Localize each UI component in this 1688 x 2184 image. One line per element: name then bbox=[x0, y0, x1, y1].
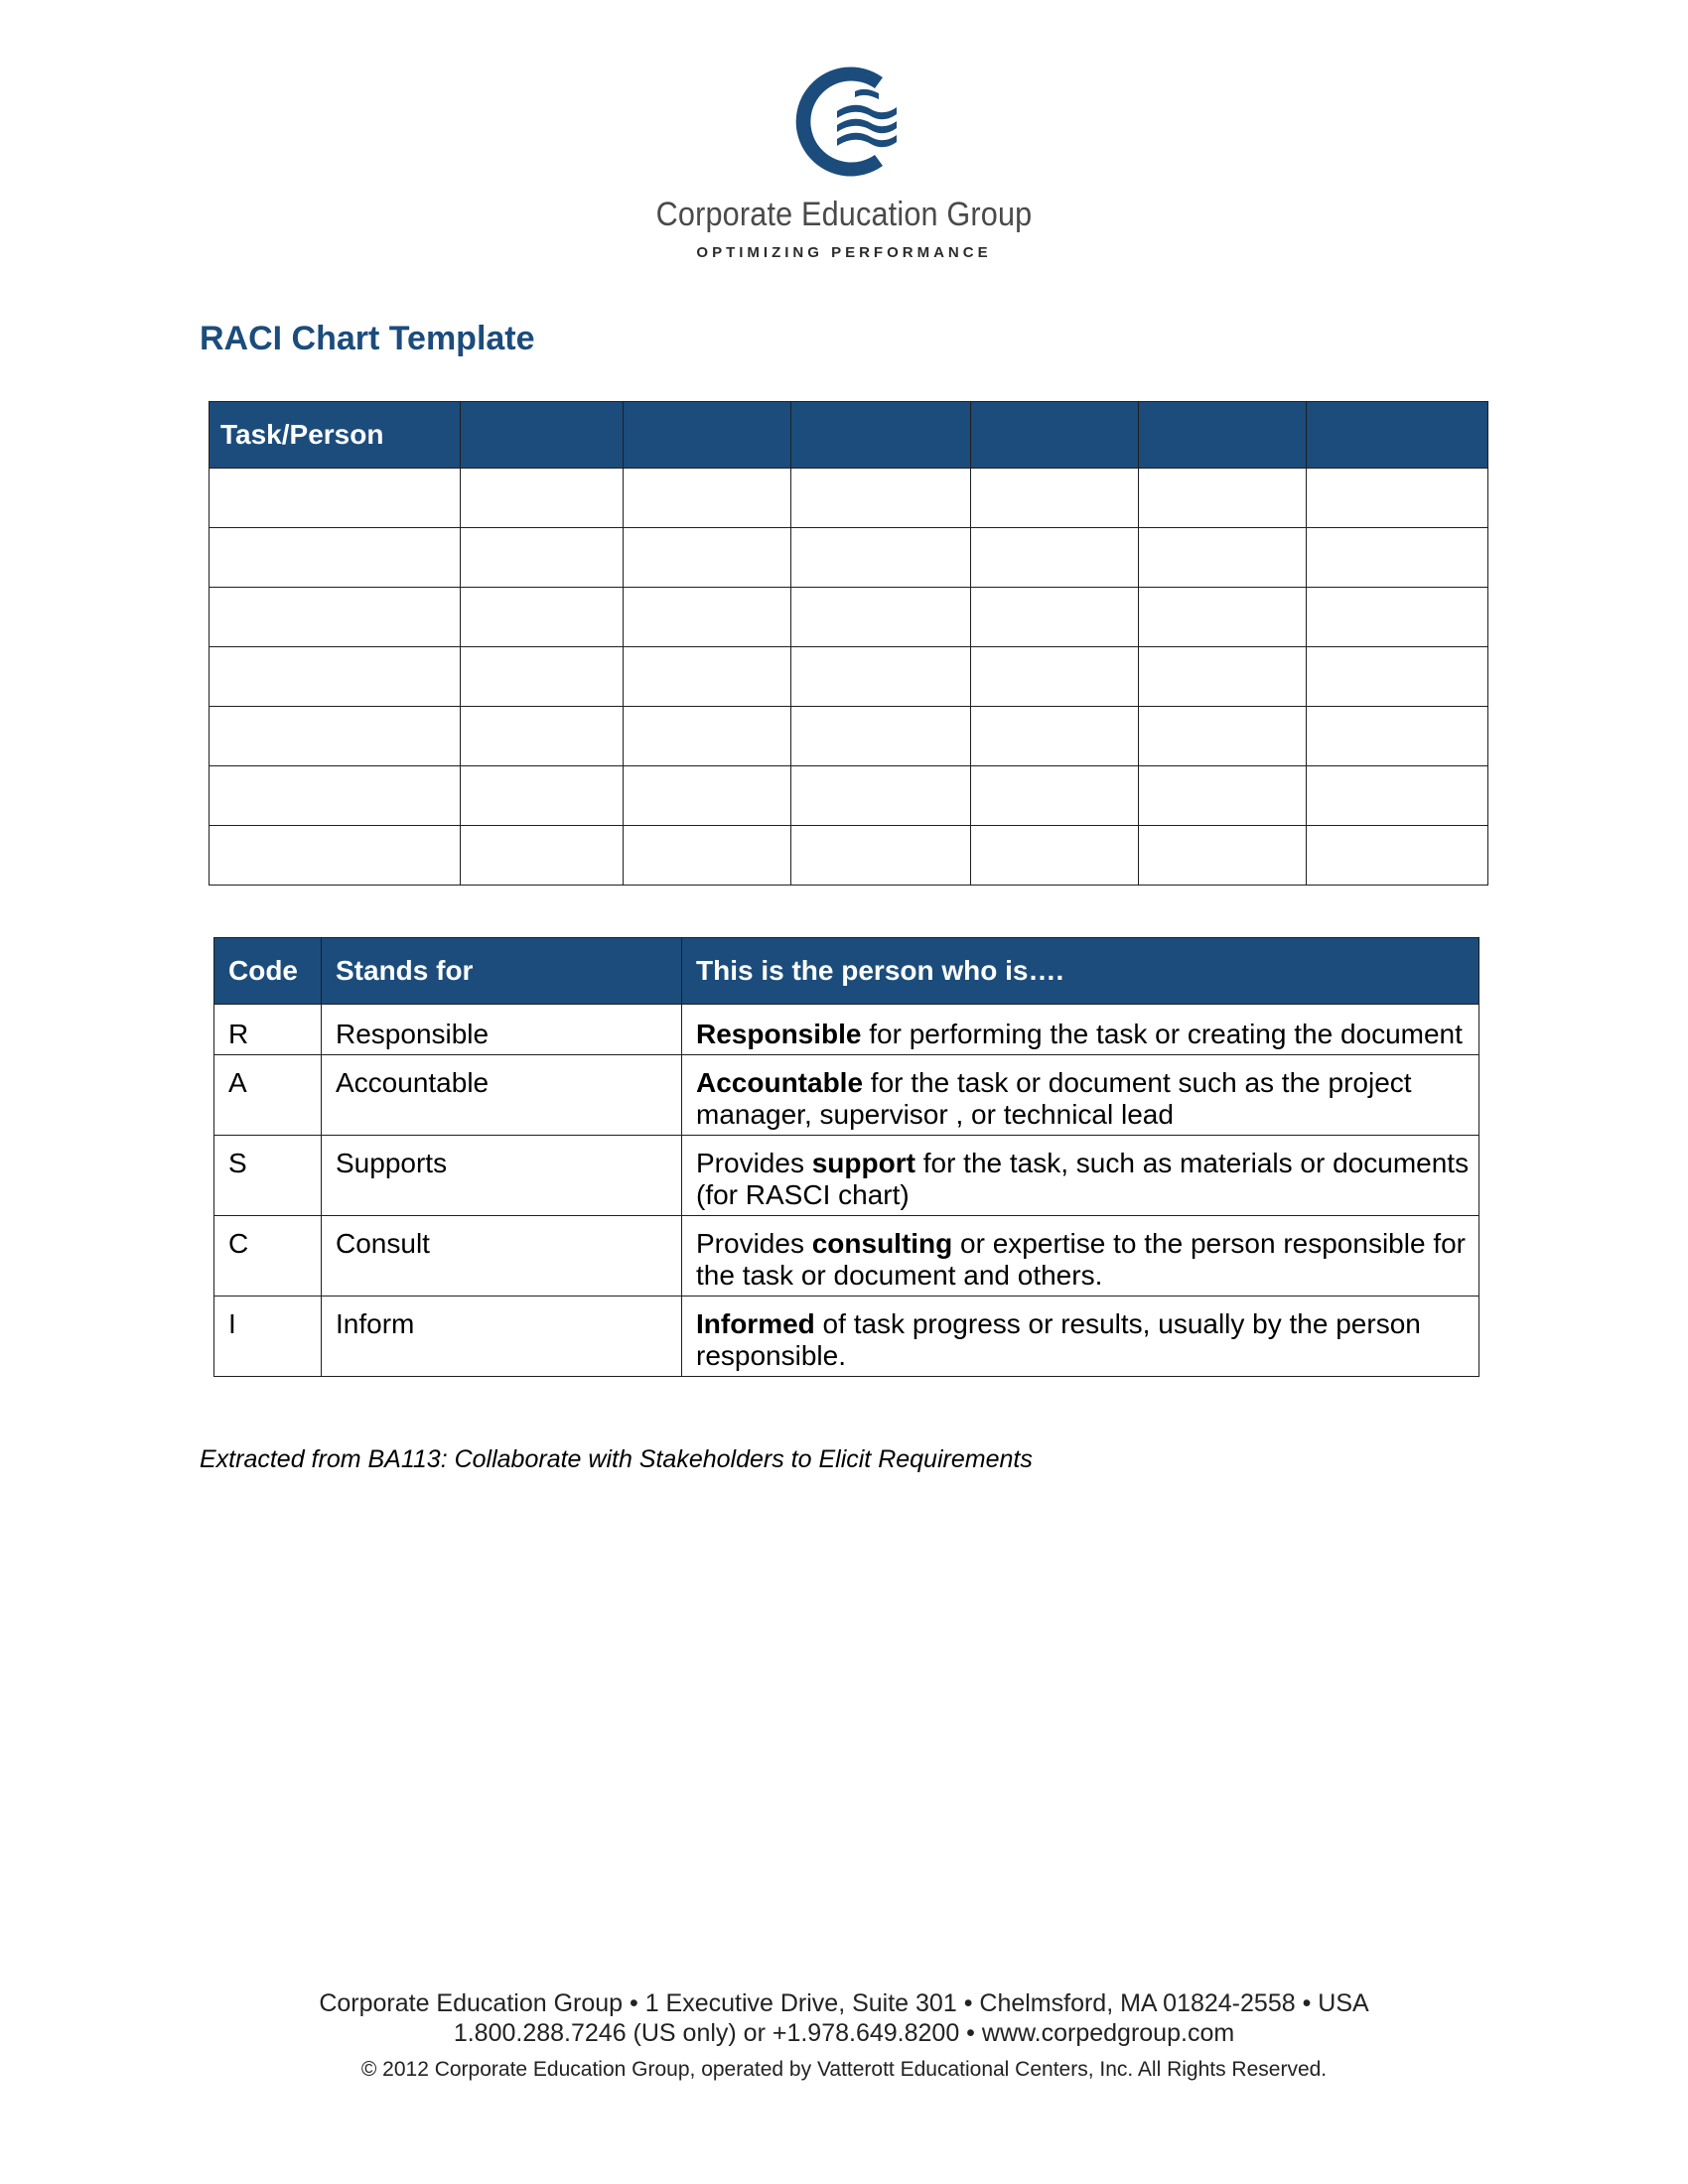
raci-grid-cell[interactable] bbox=[624, 766, 791, 826]
raci-grid-cell[interactable] bbox=[1139, 528, 1307, 588]
legend-row bbox=[214, 1297, 1479, 1377]
table-row bbox=[210, 528, 1488, 588]
raci-grid-cell[interactable] bbox=[791, 647, 971, 707]
raci-grid-cell[interactable] bbox=[791, 766, 971, 826]
raci-grid-cell[interactable] bbox=[461, 707, 624, 766]
raci-grid-cell[interactable] bbox=[791, 588, 971, 647]
raci-grid-header-cell bbox=[971, 402, 1139, 469]
raci-grid-cell[interactable] bbox=[210, 647, 461, 707]
raci-grid-cell[interactable] bbox=[1139, 647, 1307, 707]
legend-description-bold: Responsible bbox=[696, 1019, 862, 1049]
legend-header-stands-for: Stands for bbox=[322, 938, 682, 1005]
legend-description bbox=[682, 1297, 1479, 1377]
raci-grid-cell[interactable] bbox=[791, 469, 971, 528]
table-row bbox=[210, 588, 1488, 647]
legend-code: A bbox=[214, 1055, 322, 1136]
legend-description-pre: Provides bbox=[696, 1148, 812, 1178]
legend-header-row bbox=[214, 938, 1479, 1005]
legend-header-description: This is the person who is…. bbox=[682, 938, 1479, 1005]
raci-grid-cell[interactable] bbox=[971, 469, 1139, 528]
raci-grid-header-cell bbox=[1139, 402, 1307, 469]
legend-header-code: Code bbox=[214, 938, 322, 1005]
raci-grid-cell[interactable] bbox=[461, 588, 624, 647]
raci-grid-cell[interactable] bbox=[624, 469, 791, 528]
raci-grid-cell[interactable] bbox=[971, 826, 1139, 886]
footer-address: Corporate Education Group • 1 Executive Drive, Suite 301 • Chelmsford, MA 01824-2558 • USA bbox=[319, 1989, 1369, 2017]
raci-grid-cell[interactable] bbox=[791, 528, 971, 588]
raci-grid-header-cell bbox=[624, 402, 791, 469]
table-row bbox=[210, 469, 1488, 528]
raci-grid-cell[interactable] bbox=[1139, 826, 1307, 886]
raci-grid-header-cell bbox=[461, 402, 624, 469]
company-logo bbox=[0, 60, 1688, 261]
legend-description bbox=[682, 1005, 1479, 1055]
legend-stands-for: Supports bbox=[322, 1136, 682, 1216]
wave-c-logo-icon bbox=[779, 60, 909, 184]
raci-grid-header-cell bbox=[1307, 402, 1488, 469]
raci-grid-cell[interactable] bbox=[971, 588, 1139, 647]
footer-copyright: © 2012 Corporate Education Group, operated by Vatterott Educational Centers, Inc. All Rights Reserved. bbox=[360, 2058, 1328, 2081]
legend-description-post: for the task, such as materials or documents (for RASCI chart) bbox=[696, 1148, 1470, 1210]
logo-tagline: OPTIMIZING PERFORMANCE bbox=[696, 244, 992, 261]
raci-grid-cell[interactable] bbox=[210, 766, 461, 826]
raci-grid-cell[interactable] bbox=[461, 469, 624, 528]
legend-row bbox=[214, 1055, 1479, 1136]
table-row bbox=[210, 826, 1488, 886]
footer-contact: 1.800.288.7246 (US only) or +1.978.649.8200 • www.corpedgroup.com bbox=[453, 2019, 1235, 2047]
raci-grid-cell[interactable] bbox=[1139, 469, 1307, 528]
legend-code: C bbox=[214, 1216, 322, 1297]
raci-grid-cell[interactable] bbox=[1139, 766, 1307, 826]
legend-description-post: for the task or document such as the project manager, supervisor , or technical lead bbox=[696, 1067, 1412, 1130]
legend-description bbox=[682, 1136, 1479, 1216]
raci-grid-cell[interactable] bbox=[210, 528, 461, 588]
raci-grid-cell[interactable] bbox=[1307, 766, 1488, 826]
raci-grid-cell[interactable] bbox=[624, 707, 791, 766]
raci-grid-cell[interactable] bbox=[461, 647, 624, 707]
legend-code: R bbox=[214, 1005, 322, 1055]
legend-description-post: of task progress or results, usually by the person responsible. bbox=[696, 1308, 1421, 1371]
raci-grid-cell[interactable] bbox=[1139, 588, 1307, 647]
raci-grid-cell[interactable] bbox=[971, 528, 1139, 588]
legend-row bbox=[214, 1136, 1479, 1216]
raci-grid-table bbox=[209, 401, 1488, 886]
legend-description-post: or expertise to the person responsible for the task or document and others. bbox=[696, 1228, 1466, 1291]
raci-grid-header-row bbox=[210, 402, 1488, 469]
legend-row bbox=[214, 1216, 1479, 1297]
legend-description bbox=[682, 1216, 1479, 1297]
raci-grid-cell[interactable] bbox=[461, 528, 624, 588]
legend-stands-for: Responsible bbox=[322, 1005, 682, 1055]
raci-grid-cell[interactable] bbox=[210, 707, 461, 766]
raci-grid-header-cell bbox=[791, 402, 971, 469]
document-title: RACI Chart Template bbox=[200, 320, 535, 357]
legend-description-bold: support bbox=[811, 1148, 915, 1178]
raci-grid-cell[interactable] bbox=[624, 647, 791, 707]
raci-grid-cell[interactable] bbox=[1307, 528, 1488, 588]
legend-description-post: for performing the task or creating the document bbox=[861, 1019, 1463, 1049]
raci-grid-cell[interactable] bbox=[1307, 588, 1488, 647]
raci-legend-table bbox=[213, 937, 1479, 1377]
raci-grid-cell[interactable] bbox=[1307, 469, 1488, 528]
legend-description-bold: consulting bbox=[811, 1228, 953, 1259]
legend-stands-for: Accountable bbox=[322, 1055, 682, 1136]
raci-grid-cell[interactable] bbox=[624, 826, 791, 886]
table-row bbox=[210, 707, 1488, 766]
raci-grid-cell[interactable] bbox=[791, 826, 971, 886]
raci-grid-cell[interactable] bbox=[210, 469, 461, 528]
raci-grid-cell[interactable] bbox=[210, 826, 461, 886]
page-footer bbox=[0, 1988, 1688, 2082]
legend-description-bold: Informed bbox=[696, 1308, 815, 1339]
raci-grid-cell[interactable] bbox=[971, 647, 1139, 707]
table-row bbox=[210, 766, 1488, 826]
legend-description-bold: Accountable bbox=[696, 1067, 864, 1098]
legend-stands-for: Consult bbox=[322, 1216, 682, 1297]
legend-code: I bbox=[214, 1297, 322, 1377]
raci-grid-cell[interactable] bbox=[624, 588, 791, 647]
source-footnote: Extracted from BA113: Collaborate with Stakeholders to Elicit Requirements bbox=[200, 1445, 1033, 1473]
raci-grid-cell[interactable] bbox=[210, 588, 461, 647]
legend-stands-for: Inform bbox=[322, 1297, 682, 1377]
raci-grid-header-cell: Task/Person bbox=[210, 402, 461, 469]
raci-grid-cell[interactable] bbox=[1307, 707, 1488, 766]
legend-description-pre: Provides bbox=[696, 1228, 812, 1259]
legend-description bbox=[682, 1055, 1479, 1136]
raci-grid-cell[interactable] bbox=[461, 826, 624, 886]
raci-grid-cell[interactable] bbox=[461, 766, 624, 826]
raci-grid-cell[interactable] bbox=[1139, 707, 1307, 766]
logo-company-name: Corporate Education Group bbox=[655, 196, 1033, 233]
legend-code: S bbox=[214, 1136, 322, 1216]
raci-grid-cell[interactable] bbox=[971, 707, 1139, 766]
raci-grid-cell[interactable] bbox=[624, 528, 791, 588]
raci-grid-cell[interactable] bbox=[971, 766, 1139, 826]
table-row bbox=[210, 647, 1488, 707]
raci-grid-cell[interactable] bbox=[791, 707, 971, 766]
legend-row bbox=[214, 1005, 1479, 1055]
raci-grid-cell[interactable] bbox=[1307, 647, 1488, 707]
raci-grid-cell[interactable] bbox=[1307, 826, 1488, 886]
